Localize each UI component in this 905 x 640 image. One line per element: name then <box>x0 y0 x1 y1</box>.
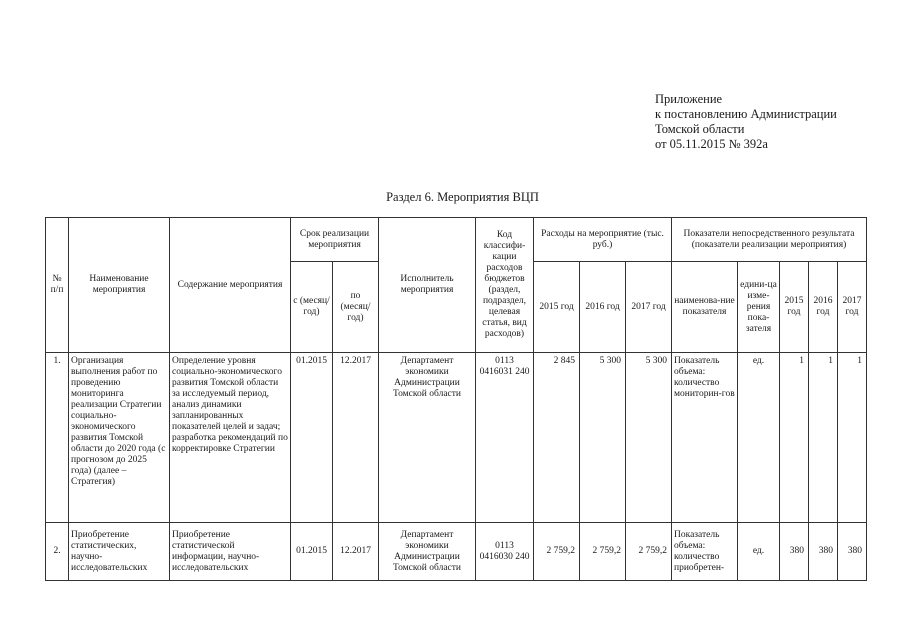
row-name: Организация выполнения работ по проведению мониторинга реализации Стратегии социально-экономического развития Томской области до 2020 года (с прогнозом до 2025 года) (далее – Стратегия) <box>69 353 170 523</box>
header-code: Код классифи-кации расходов бюджетов (раздел, подраздел, целевая статья, вид расходов) <box>476 218 534 353</box>
table-row <box>46 353 867 523</box>
header-ind-2016: 2016 год <box>809 262 838 353</box>
row-unit: ед. <box>738 523 780 581</box>
appendix-line: Приложение <box>655 92 723 106</box>
row-ind-2017: 380 <box>838 523 867 581</box>
section-title: Раздел 6. Мероприятия ВЦП <box>386 190 539 204</box>
row-cost-2017: 2 759,2 <box>626 523 672 581</box>
header-content: Содержание мероприятия <box>170 218 291 353</box>
row-ind-2016: 1 <box>809 353 838 523</box>
header-name: Наименование мероприятия <box>69 218 170 353</box>
header-costs: Расходы на мероприятие (тыс. руб.) <box>534 218 672 262</box>
appendix-date: от 05.11.2015 № 392а <box>655 137 768 151</box>
row-cost-2015: 2 845 <box>534 353 580 523</box>
row-content: Приобретение статистической информации, научно-исследовательских <box>170 523 291 581</box>
row-ind-2015: 1 <box>780 353 809 523</box>
row-cost-2017: 5 300 <box>626 353 672 523</box>
row-num: 2. <box>46 523 69 581</box>
row-content: Определение уровня социально-экономического развития Томской области за исследуемый период, анализ динамики запланированных показателей целей и задач; разработка рекомендаций по корректировке Стратегии <box>170 353 291 523</box>
header-ind-2015: 2015 год <box>780 262 809 353</box>
row-cost-2016: 5 300 <box>580 353 626 523</box>
row-code: 0113 0416031 240 <box>476 353 534 523</box>
header-ind-2017: 2017 год <box>838 262 867 353</box>
row-cost-2016: 2 759,2 <box>580 523 626 581</box>
header-indicators: Показатели непосредственного результата (показатели реализации мероприятия) <box>672 218 867 262</box>
header-indicator-name: наименова-ние показателя <box>672 262 738 353</box>
row-num: 1. <box>46 353 69 523</box>
header-from: с (месяц/ год) <box>291 262 333 353</box>
row-name: Приобретение статистических, научно-исследовательских <box>69 523 170 581</box>
row-indicator: Показатель объема: количество приобретен- <box>672 523 738 581</box>
row-from: 01.2015 <box>291 353 333 523</box>
table-row <box>46 523 867 581</box>
activities-table <box>45 217 867 581</box>
row-unit: ед. <box>738 353 780 523</box>
row-from: 01.2015 <box>291 523 333 581</box>
header-executor: Исполнитель мероприятия <box>379 218 476 353</box>
row-to: 12.2017 <box>333 353 379 523</box>
header-num: № п/п <box>46 218 69 353</box>
row-ind-2016: 380 <box>809 523 838 581</box>
row-cost-2015: 2 759,2 <box>534 523 580 581</box>
appendix-header <box>655 92 837 152</box>
row-executor: Департамент экономики Администрации Томской области <box>379 353 476 523</box>
header-to: по (месяц/ год) <box>333 262 379 353</box>
row-to: 12.2017 <box>333 523 379 581</box>
row-indicator: Показатель объема: количество мониторин-гов <box>672 353 738 523</box>
header-cost-2016: 2016 год <box>580 262 626 353</box>
header-unit: едини-ца изме-рения пока-зателя <box>738 262 780 353</box>
row-executor: Департамент экономики Администрации Томской области <box>379 523 476 581</box>
row-ind-2015: 380 <box>780 523 809 581</box>
header-period: Срок реализации мероприятия <box>291 218 379 262</box>
row-code: 0113 0416030 240 <box>476 523 534 581</box>
header-cost-2017: 2017 год <box>626 262 672 353</box>
appendix-line: Томской области <box>655 122 745 136</box>
header-cost-2015: 2015 год <box>534 262 580 353</box>
row-ind-2017: 1 <box>838 353 867 523</box>
appendix-line: к постановлению Администрации <box>655 107 837 121</box>
